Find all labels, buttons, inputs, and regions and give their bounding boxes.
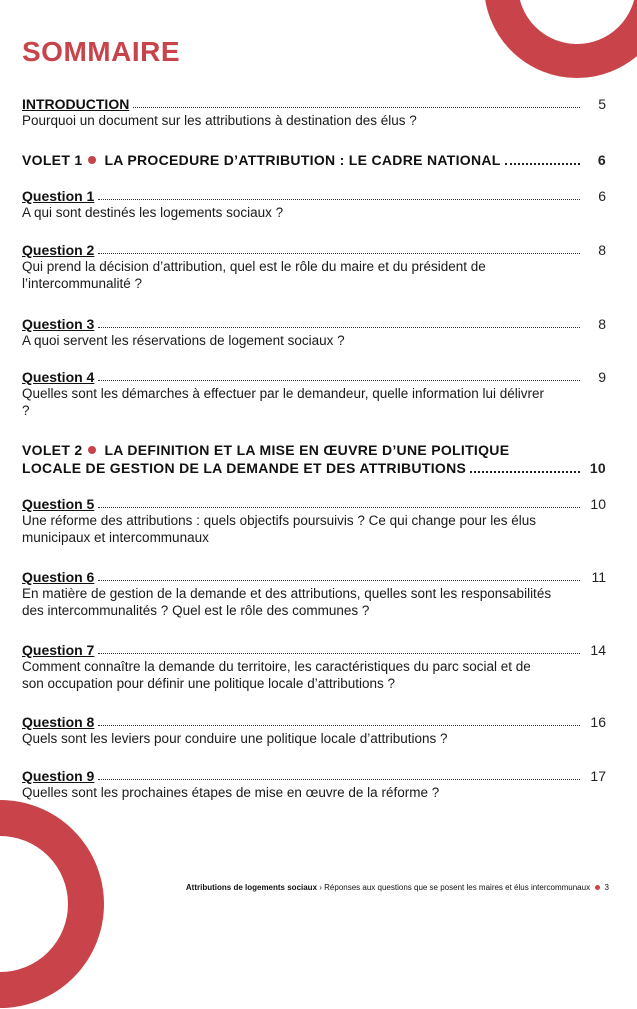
toc-heading[interactable]: Question 3 [22, 316, 95, 332]
page-number: 6 [598, 188, 606, 204]
page-number: 14 [590, 642, 606, 658]
dot-leader [98, 379, 580, 381]
volet-heading[interactable] [22, 151, 501, 169]
toc-entry-volet-2[interactable] [22, 441, 606, 477]
dot-leader [98, 198, 580, 200]
page-number: 8 [598, 242, 606, 258]
dot-leader [98, 506, 580, 508]
toc-entry-question-2[interactable] [22, 242, 606, 292]
dot-leader [98, 252, 580, 254]
toc-description: A quoi servent les réservations de logement sociaux ? [22, 333, 345, 348]
bullet-icon [595, 885, 600, 890]
toc-entry-question-5[interactable] [22, 496, 606, 546]
toc-entry-question-9[interactable] [22, 768, 606, 801]
toc-description: Quelles sont les démarches à effectuer par le demandeur, quelle information lui délivrer ? [22, 386, 545, 418]
toc-description: Une réforme des attributions : quels objectifs poursuivis ? Ce qui change pour les élus municipaux et intercommunaux [22, 513, 537, 545]
toc-description: Quelles sont les prochaines étapes de mise en œuvre de la réforme ? [22, 785, 440, 800]
toc-entry-question-4[interactable] [22, 369, 606, 419]
page-footer [186, 883, 609, 892]
page-number: 16 [590, 714, 606, 730]
toc-entry-question-3[interactable] [22, 316, 606, 349]
toc-heading[interactable]: Question 2 [22, 242, 95, 258]
decorative-ring-top [482, 0, 637, 80]
toc-heading[interactable]: Question 6 [22, 569, 95, 585]
toc-description: Pourquoi un document sur les attributions à destination des élus ? [22, 113, 417, 128]
footer-page-number: 3 [604, 883, 609, 892]
dot-leader [470, 470, 580, 473]
toc-heading[interactable]: Question 9 [22, 768, 95, 784]
volet-number: VOLET 2 [22, 442, 83, 458]
page-number: 17 [590, 768, 606, 784]
volet-title-line-1: LA DEFINITION ET LA MISE EN ŒUVRE D’UNE POLITIQUE [104, 442, 510, 458]
decorative-ring-bottom [0, 799, 105, 1009]
toc-description: En matière de gestion de la demande et des attributions, quelles sont les responsabilités des intercommunalités ? Quel est le rôle des communes ? [22, 586, 552, 618]
toc-description: Quels sont les leviers pour conduire une politique locale d’attributions ? [22, 731, 448, 746]
toc-description: A qui sont destinés les logements sociaux ? [22, 205, 284, 220]
volet-number: VOLET 1 [22, 152, 83, 168]
toc-heading[interactable]: Question 4 [22, 369, 95, 385]
bullet-icon [88, 156, 96, 164]
volet-title: LA PROCEDURE D’ATTRIBUTION : LE CADRE NATIONAL [104, 152, 501, 168]
toc-entry-question-8[interactable] [22, 714, 606, 747]
toc-entry-volet-1[interactable] [22, 151, 606, 169]
page-number: 8 [598, 316, 606, 332]
toc-heading[interactable]: INTRODUCTION [22, 96, 130, 112]
page-number: 6 [597, 152, 606, 168]
bullet-icon [88, 446, 96, 454]
toc-entry-question-7[interactable] [22, 642, 606, 692]
dot-leader [98, 579, 580, 581]
toc-entry-question-1[interactable] [22, 188, 606, 221]
page-number: 10 [589, 460, 606, 476]
toc-entry-introduction[interactable] [22, 96, 606, 129]
dot-leader [98, 778, 580, 780]
toc-description: Qui prend la décision d’attribution, quel est le rôle du maire et du président de l’intercommunalité ? [22, 259, 486, 291]
page-number: 11 [591, 569, 606, 585]
volet-heading-line-1[interactable] [22, 441, 606, 459]
toc-entry-question-6[interactable] [22, 569, 606, 619]
toc-heading[interactable]: Question 7 [22, 642, 95, 658]
dot-leader [98, 652, 580, 654]
dot-leader [98, 326, 580, 328]
dot-leader [98, 724, 580, 726]
toc-heading[interactable]: Question 8 [22, 714, 95, 730]
volet-title-line-2[interactable]: LOCALE DE GESTION DE LA DEMANDE ET DES ATTRIBUTIONS [22, 460, 467, 476]
footer-subtitle: › Réponses aux questions que se posent les maires et élus intercommunaux [319, 883, 591, 892]
toc-heading[interactable]: Question 5 [22, 496, 95, 512]
page-number: 9 [598, 369, 606, 385]
dot-leader [133, 106, 580, 108]
page-number: 10 [590, 496, 606, 512]
page-number: 5 [598, 96, 606, 112]
toc-heading[interactable]: Question 1 [22, 188, 95, 204]
dot-leader [505, 162, 580, 165]
toc-description: Comment connaître la demande du territoire, les caractéristiques du parc social et de son occupation pour définir une politique locale d’attributions ? [22, 659, 531, 691]
page-title: SOMMAIRE [22, 36, 180, 67]
footer-publication-title: Attributions de logements sociaux [185, 883, 318, 892]
